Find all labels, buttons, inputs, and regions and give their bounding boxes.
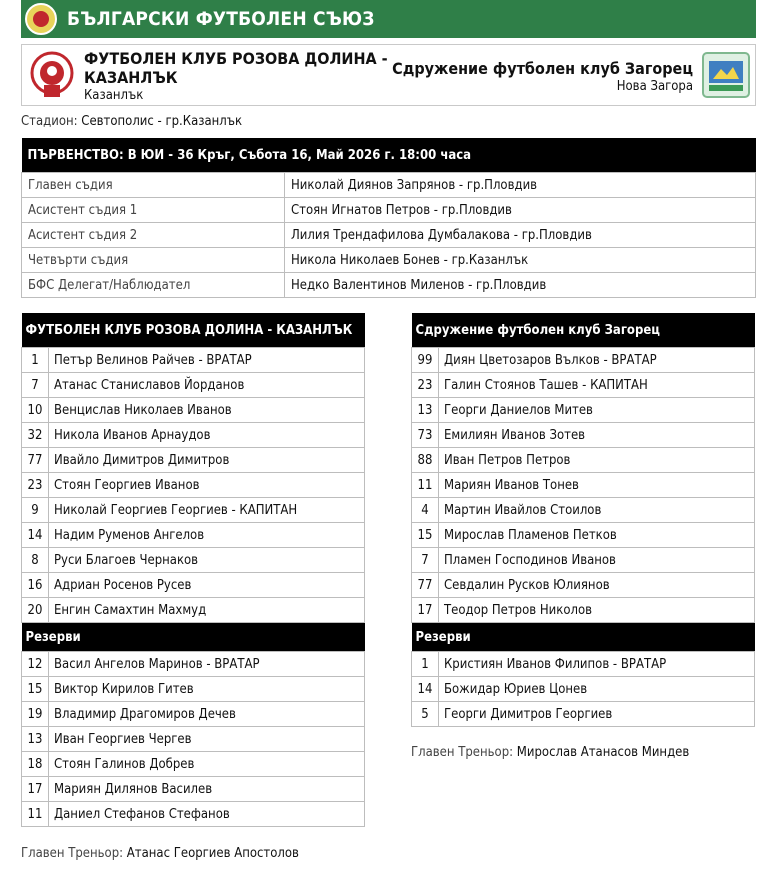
- home-coach-name: Атанас Георгиев Апостолов: [126, 846, 299, 861]
- official-name: Лилия Трендафилова Думбалакова - гр.Пловдив: [285, 223, 756, 248]
- player-row: [22, 348, 365, 373]
- player-row: [412, 348, 755, 373]
- player-row: [22, 598, 365, 623]
- player-row: [412, 598, 755, 623]
- stadium-label: Стадион:: [21, 114, 78, 129]
- player-number: 1: [22, 348, 49, 373]
- federation-title: БЪЛГАРСКИ ФУТБОЛЕН СЪЮЗ: [67, 8, 375, 30]
- rozova-dolina-crest-icon: [30, 49, 74, 101]
- player-row: [412, 498, 755, 523]
- away-coach-name: Мирослав Атанасов Миндев: [516, 745, 690, 760]
- player-row: [412, 373, 755, 398]
- player-name: Теодор Петров Николов: [439, 598, 755, 623]
- home-coach-label: Главен Треньор:: [21, 846, 124, 861]
- player-number: 9: [22, 498, 49, 523]
- home-team-city: Казанлък: [84, 88, 144, 103]
- official-row: [22, 173, 756, 198]
- player-number: 10: [22, 398, 49, 423]
- player-number: 77: [22, 448, 49, 473]
- player-name: Никола Иванов Арнаудов: [49, 423, 365, 448]
- player-name: Иван Георгиев Чергев: [49, 727, 365, 752]
- player-name: Диян Цветозаров Вълков - ВРАТАР: [439, 348, 755, 373]
- player-number: 11: [412, 473, 439, 498]
- player-number: 17: [22, 777, 49, 802]
- player-number: 11: [22, 802, 49, 827]
- player-row: [22, 448, 365, 473]
- away-lineup-header: Сдружение футболен клуб Загорец: [412, 313, 755, 348]
- player-name: Петър Велинов Райчев - ВРАТАР: [49, 348, 365, 373]
- player-name: Владимир Драгомиров Дечев: [49, 702, 365, 727]
- player-number: 7: [22, 373, 49, 398]
- official-name: Никола Николаев Бонев - гр.Казанлък: [285, 248, 756, 273]
- player-number: 32: [22, 423, 49, 448]
- player-number: 17: [412, 598, 439, 623]
- player-row: [412, 548, 755, 573]
- player-number: 4: [412, 498, 439, 523]
- player-number: 13: [412, 398, 439, 423]
- player-name: Галин Стоянов Ташев - КАПИТАН: [439, 373, 755, 398]
- player-row: [22, 777, 365, 802]
- player-row: [412, 473, 755, 498]
- bfs-logo-icon: [25, 3, 57, 35]
- official-name: Недко Валентинов Миленов - гр.Пловдив: [285, 273, 756, 298]
- away-team-name: Сдружение футболен клуб Загорец: [392, 59, 693, 78]
- match-header: [21, 44, 756, 106]
- player-number: 1: [412, 652, 439, 677]
- home-coach: [21, 846, 299, 861]
- player-number: 23: [412, 373, 439, 398]
- player-number: 8: [22, 548, 49, 573]
- player-row: [22, 473, 365, 498]
- home-lineup-table: [21, 313, 365, 827]
- official-role: Главен съдия: [22, 173, 285, 198]
- player-number: 77: [412, 573, 439, 598]
- player-name: Мирослав Пламенов Петков: [439, 523, 755, 548]
- player-number: 88: [412, 448, 439, 473]
- official-row: [22, 223, 756, 248]
- player-name: Стоян Георгиев Иванов: [49, 473, 365, 498]
- player-number: 23: [22, 473, 49, 498]
- player-row: [22, 548, 365, 573]
- stadium-info: [21, 114, 242, 129]
- player-name: Иван Петров Петров: [439, 448, 755, 473]
- player-name: Мартин Ивайлов Стоилов: [439, 498, 755, 523]
- player-name: Адриан Росенов Русев: [49, 573, 365, 598]
- official-role: Асистент съдия 2: [22, 223, 285, 248]
- player-row: [412, 677, 755, 702]
- player-name: Пламен Господинов Иванов: [439, 548, 755, 573]
- player-number: 18: [22, 752, 49, 777]
- home-team-name: ФУТБОЛЕН КЛУБ РОЗОВА ДОЛИНА - КАЗАНЛЪК: [84, 49, 388, 87]
- player-row: [22, 373, 365, 398]
- player-row: [412, 523, 755, 548]
- home-reserves-header: Резерви: [22, 623, 365, 652]
- player-number: 99: [412, 348, 439, 373]
- player-name: Мариян Иванов Тонев: [439, 473, 755, 498]
- player-row: [22, 752, 365, 777]
- player-name: Ивайло Димитров Димитров: [49, 448, 365, 473]
- player-row: [22, 398, 365, 423]
- player-number: 19: [22, 702, 49, 727]
- home-lineup-header: ФУТБОЛЕН КЛУБ РОЗОВА ДОЛИНА - КАЗАНЛЪК: [22, 313, 365, 348]
- away-team-city: Нова Загора: [616, 79, 693, 94]
- player-number: 73: [412, 423, 439, 448]
- player-number: 15: [412, 523, 439, 548]
- player-name: Севдалин Русков Юлиянов: [439, 573, 755, 598]
- player-name: Георги Димитров Георгиев: [439, 702, 755, 727]
- player-name: Николай Георгиев Георгиев - КАПИТАН: [49, 498, 365, 523]
- player-name: Божидар Юриев Цонев: [439, 677, 755, 702]
- player-number: 12: [22, 652, 49, 677]
- player-number: 14: [412, 677, 439, 702]
- player-name: Георги Даниелов Митев: [439, 398, 755, 423]
- player-name: Атанас Станиславов Йорданов: [49, 373, 365, 398]
- player-row: [22, 523, 365, 548]
- away-lineup-table: [411, 313, 755, 727]
- player-name: Даниел Стефанов Стефанов: [49, 802, 365, 827]
- player-number: 5: [412, 702, 439, 727]
- championship-header: ПЪРВЕНСТВО: В ЮИ - 36 Кръг, Събота 16, Май 2026 г. 18:00 часа: [22, 138, 756, 173]
- official-role: Асистент съдия 1: [22, 198, 285, 223]
- stadium-value: Севтополис - гр.Казанлък: [81, 114, 243, 129]
- player-number: 20: [22, 598, 49, 623]
- player-name: Васил Ангелов Маринов - ВРАТАР: [49, 652, 365, 677]
- away-coach: [411, 745, 689, 760]
- official-name: Стоян Игнатов Петров - гр.Пловдив: [285, 198, 756, 223]
- player-row: [412, 398, 755, 423]
- player-row: [22, 423, 365, 448]
- zagorets-crest-icon: [701, 51, 751, 99]
- player-row: [412, 573, 755, 598]
- player-name: Руси Благоев Чернаков: [49, 548, 365, 573]
- official-role: Четвърти съдия: [22, 248, 285, 273]
- official-row: [22, 248, 756, 273]
- player-row: [22, 802, 365, 827]
- player-name: Мариян Дилянов Василев: [49, 777, 365, 802]
- official-row: [22, 198, 756, 223]
- player-row: [22, 727, 365, 752]
- player-row: [22, 702, 365, 727]
- player-row: [22, 652, 365, 677]
- player-number: 14: [22, 523, 49, 548]
- official-name: Николай Диянов Запрянов - гр.Пловдив: [285, 173, 756, 198]
- player-name: Кристиян Иванов Филипов - ВРАТАР: [439, 652, 755, 677]
- player-row: [22, 573, 365, 598]
- officials-table: [21, 138, 756, 298]
- player-number: 13: [22, 727, 49, 752]
- official-row: [22, 273, 756, 298]
- federation-header: [21, 0, 756, 38]
- player-row: [412, 652, 755, 677]
- player-row: [412, 423, 755, 448]
- player-number: 7: [412, 548, 439, 573]
- player-row: [22, 677, 365, 702]
- player-name: Енгин Самахтин Махмуд: [49, 598, 365, 623]
- player-name: Емилиян Иванов Зотев: [439, 423, 755, 448]
- player-row: [22, 498, 365, 523]
- player-row: [412, 702, 755, 727]
- player-name: Венцислав Николаев Иванов: [49, 398, 365, 423]
- player-name: Виктор Кирилов Гитев: [49, 677, 365, 702]
- away-coach-label: Главен Треньор:: [411, 745, 514, 760]
- player-row: [412, 448, 755, 473]
- player-number: 16: [22, 573, 49, 598]
- player-number: 15: [22, 677, 49, 702]
- player-name: Стоян Галинов Добрев: [49, 752, 365, 777]
- player-name: Надим Руменов Ангелов: [49, 523, 365, 548]
- official-role: БФС Делегат/Наблюдател: [22, 273, 285, 298]
- away-reserves-header: Резерви: [412, 623, 755, 652]
